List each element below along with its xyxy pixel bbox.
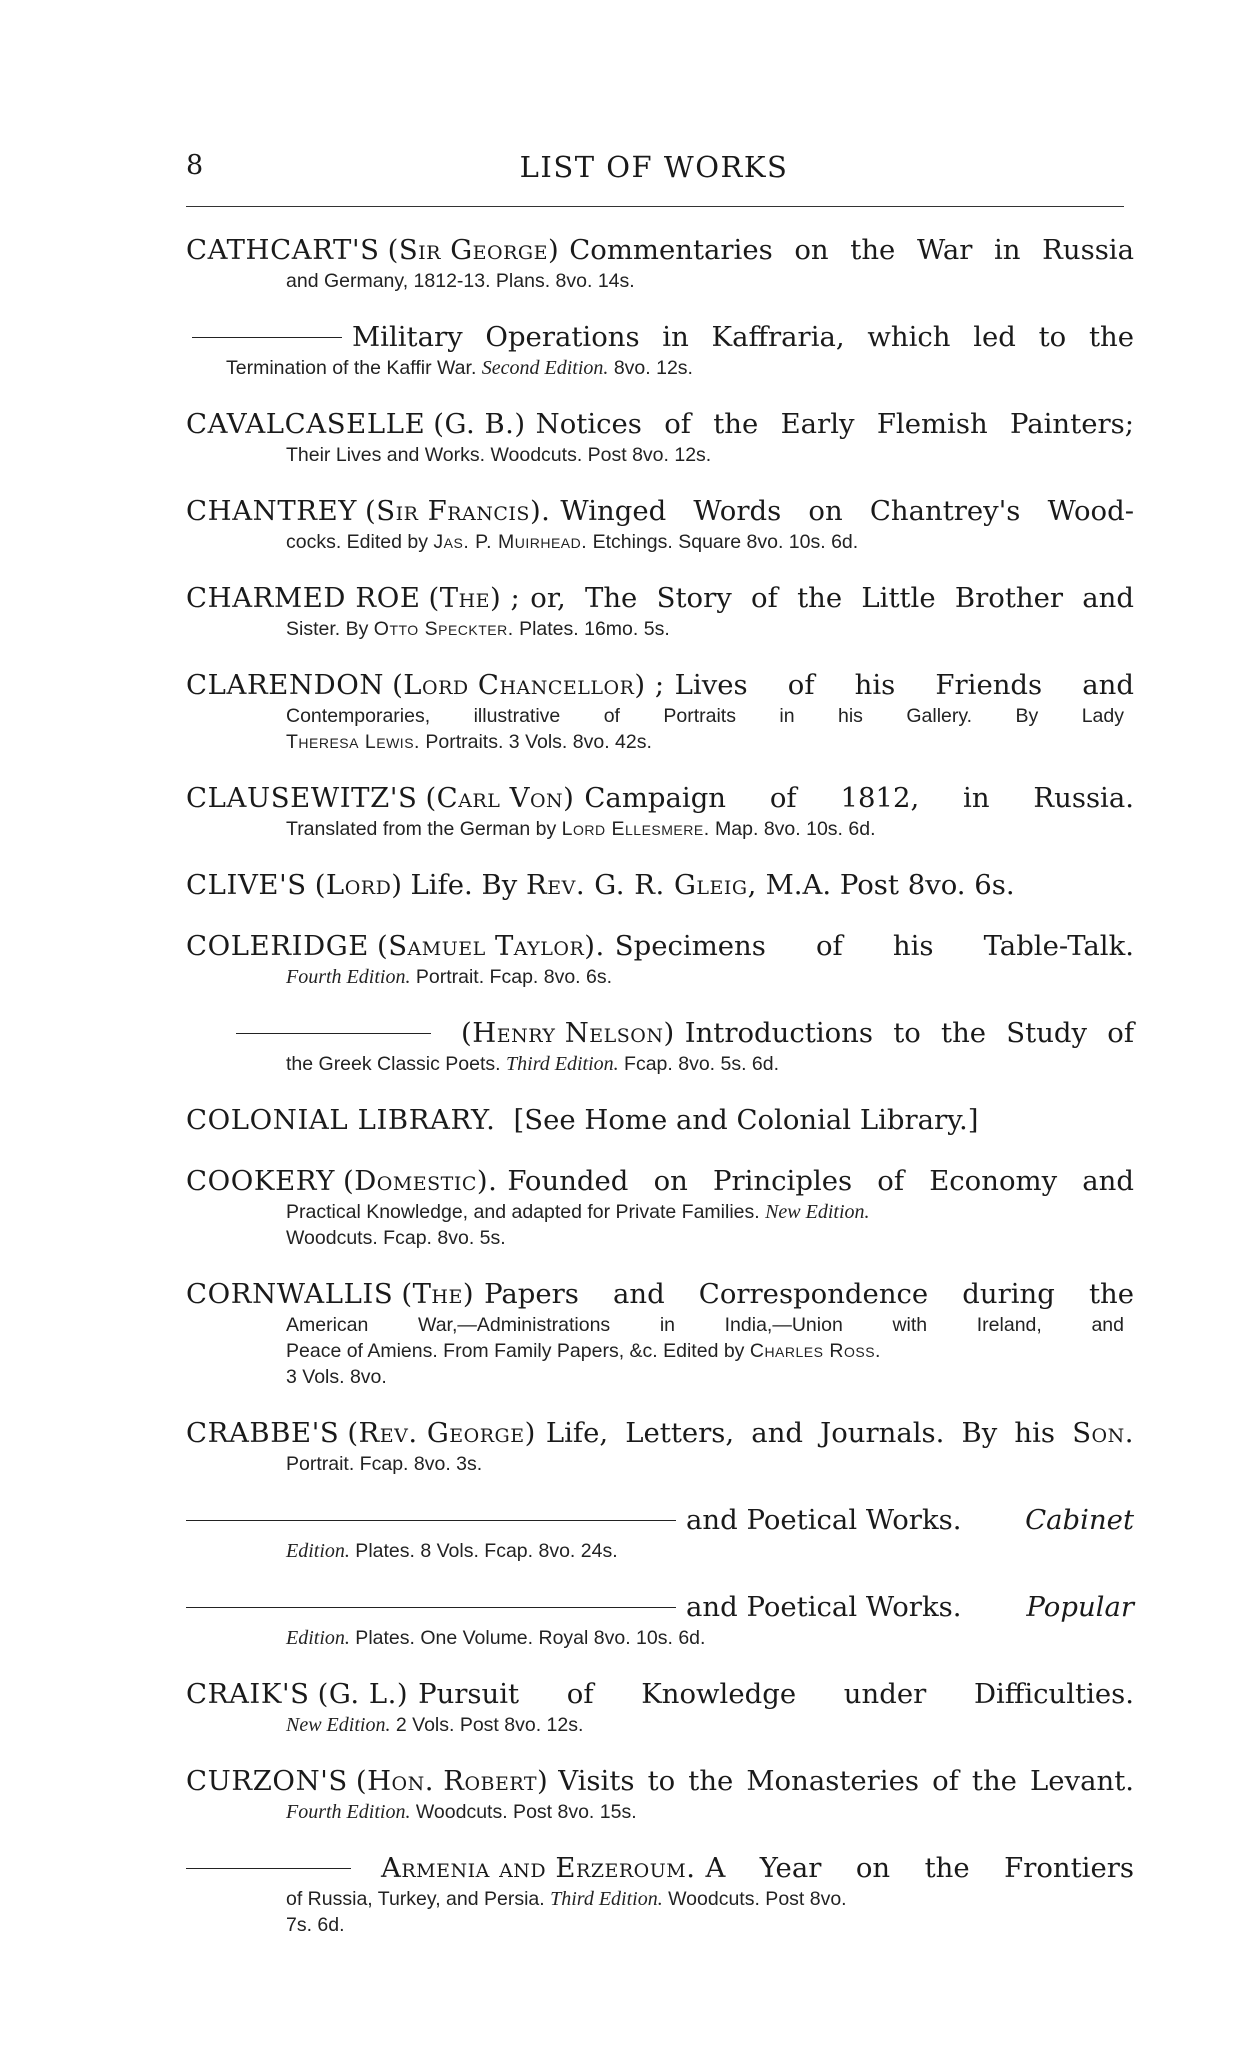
entry-details: American War,—Administrations in India,—Union with Ireland, and xyxy=(286,1314,1124,1336)
entry-details-text: Portrait. Fcap. 8vo. 6s. xyxy=(410,966,613,988)
entry-chantrey xyxy=(186,493,1134,555)
entry-details-text: Peace of Amiens. From Family Papers, &c. Edited by xyxy=(286,1340,750,1362)
entry-coleridge-henry-nelson xyxy=(186,1015,1134,1077)
entry-author-name: Rev. G. R. Gleig, xyxy=(526,869,757,901)
entry-heading-line xyxy=(186,1102,1134,1138)
entry-title: Pursuit of Knowledge under Difficulties. xyxy=(418,1678,1134,1710)
entry-title-caps: Armenia and Erzeroum. xyxy=(381,1852,696,1884)
entry-title-edition: Cabinet xyxy=(1025,1504,1134,1536)
entry-details xyxy=(286,1799,1134,1825)
entry-author-qualifier: (The) xyxy=(401,1278,475,1310)
entry-details: Portrait. Fcap. 8vo. 3s. xyxy=(286,1453,483,1475)
entry-crabbe-cabinet xyxy=(186,1502,1134,1564)
entry-title: Campaign of 1812, in Russia. xyxy=(584,782,1134,814)
entry-title: Specimens of his Table-Talk. xyxy=(614,930,1134,962)
entry-clausewitz xyxy=(186,780,1134,842)
entry-details xyxy=(286,1538,1134,1564)
entry-details-text: Plates. 8 Vols. Fcap. 8vo. 24s. xyxy=(349,1540,618,1562)
page-number: 8 xyxy=(186,150,204,181)
entry-heading-line xyxy=(186,1850,1134,1886)
entry-details-text: Map. 8vo. 10s. 6d. xyxy=(709,818,876,840)
entry-details-continued xyxy=(286,729,1134,755)
entry-author-qualifier: (Sir Francis). xyxy=(365,495,551,527)
entry-details-text: 2 Vols. Post 8vo. 12s. xyxy=(390,1714,584,1736)
entry-author: COOKERY xyxy=(186,1165,335,1197)
entry-heading-line xyxy=(186,667,1134,703)
entry-details-text: Plates. One Volume. Royal 8vo. 10s. 6d. xyxy=(349,1627,706,1649)
entry-edition: Edition. xyxy=(286,1627,350,1649)
entry-author-qualifier: (Domestic). xyxy=(342,1165,498,1197)
entry-clarendon xyxy=(186,667,1134,755)
entry-title: Introductions to the Study of xyxy=(684,1017,1134,1049)
entry-author: CHANTREY xyxy=(186,495,358,527)
entry-editor: Theresa Lewis. xyxy=(286,731,420,753)
entry-details-text: Practical Knowledge, and adapted for Private Families. xyxy=(286,1201,766,1223)
entry-details-text: Termination of the Kaffir War. xyxy=(226,357,477,379)
entry-heading-line xyxy=(186,232,1134,268)
entry-cathcart-military-operations xyxy=(186,319,1134,381)
entry-author: CLAUSEWITZ'S xyxy=(186,782,418,814)
entry-details-text: Sister. By xyxy=(286,618,374,640)
header-rule xyxy=(186,206,1124,207)
entry-details xyxy=(286,529,1134,555)
entry-heading-line xyxy=(186,1502,1134,1538)
entry-title: Notices of the Early Flemish Painters; xyxy=(535,408,1134,440)
entry-details xyxy=(286,1712,1134,1738)
entry-title: Commentaries on the War in Russia xyxy=(569,234,1134,266)
entry-details-continued: 3 Vols. 8vo. xyxy=(286,1366,387,1388)
entry-title: Military Operations in Kaffraria, which led to the xyxy=(352,321,1134,353)
entry-edition: Third Edition. xyxy=(506,1053,619,1075)
entry-details-continued: Woodcuts. Fcap. 8vo. 5s. xyxy=(286,1227,506,1249)
entry-author-qualifier: (Samuel Taylor). xyxy=(376,930,605,962)
entry-details-text: Fcap. 8vo. 5s. 6d. xyxy=(618,1053,780,1075)
entry-clive xyxy=(186,867,1134,903)
entry-title: Lives of his Friends and xyxy=(674,669,1134,701)
entry-details xyxy=(286,1051,1134,1077)
entry-title: and Poetical Works. xyxy=(686,1504,962,1536)
entry-heading-line xyxy=(186,493,1134,529)
entry-author: CLIVE'S xyxy=(186,869,307,901)
entry-heading-line xyxy=(186,928,1134,964)
entry-heading-line xyxy=(186,1763,1134,1799)
entry-details-text: Etchings. Square 8vo. 10s. 6d. xyxy=(587,531,859,553)
entry-author-qualifier: (Henry Nelson) xyxy=(461,1017,675,1049)
entry-illustrator: Otto Speckter. xyxy=(373,618,514,640)
entry-heading-line xyxy=(186,1676,1134,1712)
entry-cavalcaselle xyxy=(186,406,1134,468)
entry-title: Papers and Correspondence during the xyxy=(484,1278,1134,1310)
entry-details xyxy=(286,616,1134,642)
entry-title-text: Life. By xyxy=(410,869,527,901)
entry-heading-line xyxy=(186,1589,1134,1625)
entry-author: CRAIK'S xyxy=(186,1678,310,1710)
entry-curzon-armenia xyxy=(186,1850,1134,1938)
entry-author-qualifier: (G. B.) xyxy=(433,408,526,440)
entry-author-qualifier: (Hon. Robert) xyxy=(355,1765,549,1797)
entry-heading-line xyxy=(186,1015,1134,1051)
entry-title: and Poetical Works. xyxy=(686,1591,962,1623)
entry-crabbe-popular xyxy=(186,1589,1134,1651)
ditto-dash xyxy=(192,337,342,338)
entry-author: CAVALCASELLE xyxy=(186,408,426,440)
entry-heading-line xyxy=(186,1276,1134,1312)
entry-heading-line xyxy=(186,780,1134,816)
entry-details-text: Woodcuts. Post 8vo. 15s. xyxy=(410,1801,637,1823)
ditto-dash xyxy=(236,1033,431,1034)
entry-details-text: Woodcuts. Post 8vo. xyxy=(662,1888,847,1910)
entry-heading-line xyxy=(186,1163,1134,1199)
entry-author-qualifier: (G. L.) xyxy=(317,1678,409,1710)
entry-editor: Jas. P. Muirhead. xyxy=(433,531,588,553)
entry-edition: New Edition. xyxy=(765,1201,870,1223)
entry-author: CURZON'S xyxy=(186,1765,348,1797)
entry-edition: New Edition. xyxy=(286,1714,391,1736)
entry-edition: Third Edition. xyxy=(550,1888,663,1910)
entry-details xyxy=(286,816,1134,842)
entry-curzon xyxy=(186,1763,1134,1825)
entry-title-text: M.A. Post 8vo. 6s. xyxy=(756,869,1015,901)
entry-author: CLARENDON xyxy=(186,669,385,701)
entry-details-text: Translated from the German by xyxy=(286,818,562,840)
entry-details-text: 8vo. 12s. xyxy=(608,357,693,379)
entry-author-qualifier: (Sir George) xyxy=(387,234,560,266)
page-header xyxy=(186,150,1122,190)
entry-colonial-library xyxy=(186,1102,1134,1138)
entry-title xyxy=(546,1415,1134,1451)
entry-list xyxy=(186,232,1134,1963)
entry-heading-line xyxy=(186,1415,1134,1451)
entry-crabbe xyxy=(186,1415,1134,1477)
entry-author-qualifier: (Carl Von) xyxy=(425,782,575,814)
entry-details-text: the Greek Classic Poets. xyxy=(286,1053,507,1075)
entry-author-name: Son. xyxy=(1072,1417,1134,1449)
entry-author: COLERIDGE xyxy=(186,930,369,962)
ditto-dash xyxy=(186,1520,676,1521)
entry-craik xyxy=(186,1676,1134,1738)
entry-cathcart xyxy=(186,232,1134,294)
entry-details: and Germany, 1812-13. Plans. 8vo. 14s. xyxy=(286,270,635,292)
entry-author: COLONIAL LIBRARY. xyxy=(186,1104,496,1136)
entry-charmed-roe xyxy=(186,580,1134,642)
entry-heading-line xyxy=(186,580,1134,616)
entry-details xyxy=(286,964,1134,990)
entry-cornwallis xyxy=(186,1276,1134,1390)
entry-author: CORNWALLIS xyxy=(186,1278,394,1310)
entry-author: CHARMED ROE xyxy=(186,582,421,614)
entry-heading-line xyxy=(186,406,1134,442)
entry-edition: Edition. xyxy=(286,1540,350,1562)
entry-title-text: Life, Letters, and Journals. By his xyxy=(545,1417,1073,1449)
entry-details xyxy=(286,1625,1134,1651)
entry-title: A Year on the Frontiers xyxy=(705,1852,1134,1884)
entry-title: [See Home and Colonial Library.] xyxy=(513,1104,979,1136)
entry-details: Contemporaries, illustrative of Portraits in his Gallery. By Lady xyxy=(286,705,1124,727)
entry-details xyxy=(286,1886,1134,1912)
entry-edition: Fourth Edition. xyxy=(286,1801,411,1823)
entry-details-continued: 7s. 6d. xyxy=(286,1914,345,1936)
entry-author-qualifier: (Rev. George) xyxy=(347,1417,536,1449)
entry-coleridge-samuel xyxy=(186,928,1134,990)
entry-details-continued xyxy=(286,1338,1134,1364)
entry-heading-line xyxy=(186,319,1134,355)
entry-cookery xyxy=(186,1163,1134,1251)
entry-title-edition: Popular xyxy=(1026,1591,1134,1623)
entry-author-qualifier: (Lord) xyxy=(314,869,403,901)
entry-editor: Charles Ross. xyxy=(749,1340,881,1362)
entry-title: Visits to the Monasteries of the Levant. xyxy=(558,1765,1134,1797)
entry-edition: Fourth Edition. xyxy=(286,966,411,988)
entry-details xyxy=(226,355,1134,381)
entry-heading-line xyxy=(186,867,1134,903)
entry-title xyxy=(411,867,1015,903)
ditto-dash xyxy=(186,1607,676,1608)
entry-edition: Second Edition. xyxy=(481,357,609,379)
entry-author-qualifier: (The) ; xyxy=(428,582,521,614)
running-title: LIST OF WORKS xyxy=(519,150,789,184)
entry-title: Founded on Principles of Economy and xyxy=(507,1165,1134,1197)
entry-details-text: of Russia, Turkey, and Persia. xyxy=(286,1888,551,1910)
entry-details xyxy=(286,1199,1134,1225)
entry-details: Their Lives and Works. Woodcuts. Post 8vo. 12s. xyxy=(286,444,712,466)
entry-author: CATHCART'S xyxy=(186,234,380,266)
ditto-dash xyxy=(186,1868,351,1869)
entry-author-qualifier: (Lord Chancellor) ; xyxy=(392,669,665,701)
entry-title: Winged Words on Chantrey's Wood- xyxy=(560,495,1134,527)
entry-title: or, The Story of the Little Brother and xyxy=(530,582,1134,614)
entry-translator: Lord Ellesmere. xyxy=(561,818,710,840)
entry-author: CRABBE'S xyxy=(186,1417,340,1449)
entry-details-text: cocks. Edited by xyxy=(286,531,434,553)
entry-details-text: Portraits. 3 Vols. 8vo. 42s. xyxy=(419,731,652,753)
entry-details-text: Plates. 16mo. 5s. xyxy=(513,618,670,640)
